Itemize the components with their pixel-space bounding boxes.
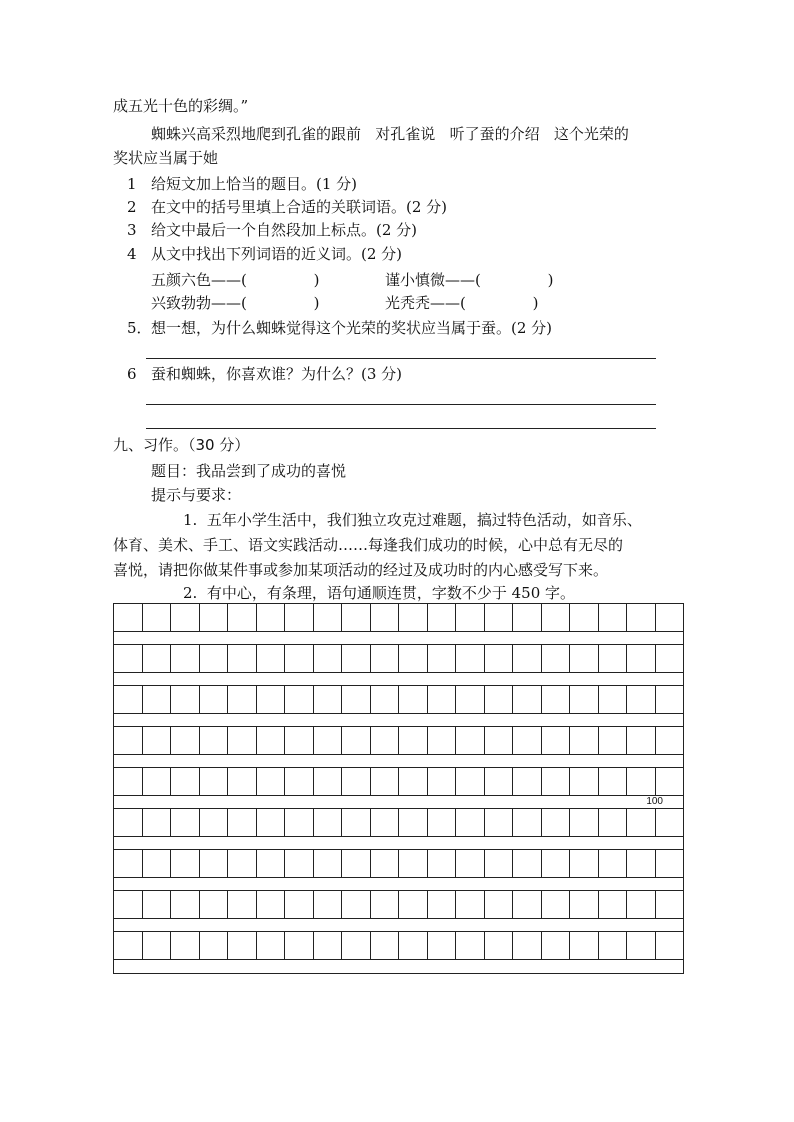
grid-cell[interactable] (542, 727, 571, 754)
grid-cell[interactable] (599, 850, 628, 877)
grid-cell[interactable] (314, 686, 343, 713)
grid-cell[interactable] (656, 604, 684, 631)
grid-cell[interactable] (627, 891, 656, 918)
passage-line: 蜘蛛兴高采烈地爬到孔雀的跟前 对孔雀说 听了蚕的介绍 这个光荣的 (151, 125, 629, 143)
requirements-label: 提示与要求： (151, 486, 242, 504)
grid-cell[interactable] (542, 891, 571, 918)
grid-cell[interactable] (428, 809, 457, 836)
grid-cell[interactable] (257, 768, 286, 795)
grid-cell[interactable] (200, 932, 229, 959)
grid-cell[interactable] (599, 604, 628, 631)
grid-cell[interactable] (114, 809, 143, 836)
grid-cell[interactable] (257, 891, 286, 918)
grid-cell[interactable] (456, 727, 485, 754)
question-text: 蚕和蜘蛛，你喜欢谁？为什么？(3 分) (151, 365, 403, 383)
grid-cell[interactable] (371, 768, 400, 795)
grid-gap (114, 919, 683, 932)
grid-cell[interactable] (114, 604, 143, 631)
grid-cell[interactable] (627, 809, 656, 836)
answer-line[interactable] (146, 358, 656, 359)
grid-cell[interactable] (428, 604, 457, 631)
grid-cell[interactable] (371, 686, 400, 713)
grid-cell[interactable] (228, 809, 257, 836)
grid-gap (114, 673, 683, 686)
grid-cell[interactable] (371, 604, 400, 631)
grid-cell[interactable] (542, 850, 571, 877)
grid-cell[interactable] (513, 604, 542, 631)
grid-cell[interactable] (228, 850, 257, 877)
grid-cell[interactable] (114, 727, 143, 754)
grid-cell[interactable] (570, 686, 599, 713)
grid-cell[interactable] (285, 809, 314, 836)
grid-cell[interactable] (428, 932, 457, 959)
grid-cell[interactable] (314, 891, 343, 918)
composition-topic: 题目：我品尝到了成功的喜悦 (151, 462, 347, 480)
grid-row (114, 686, 683, 714)
grid-cell[interactable] (285, 850, 314, 877)
grid-cell[interactable] (485, 768, 514, 795)
grid-cell[interactable] (314, 604, 343, 631)
grid-cell[interactable] (171, 727, 200, 754)
grid-cell[interactable] (513, 727, 542, 754)
grid-cell[interactable] (428, 850, 457, 877)
grid-cell[interactable] (171, 645, 200, 672)
grid-cell[interactable] (570, 932, 599, 959)
grid-row (114, 850, 683, 878)
grid-cell[interactable] (656, 686, 684, 713)
grid-cell[interactable] (570, 645, 599, 672)
grid-cell[interactable] (342, 604, 371, 631)
answer-line[interactable] (146, 404, 656, 405)
question-number: 1 (127, 175, 137, 193)
grid-cell[interactable] (399, 850, 428, 877)
grid-cell[interactable] (171, 809, 200, 836)
grid-cell[interactable] (371, 850, 400, 877)
grid-cell[interactable] (627, 686, 656, 713)
grid-cell[interactable] (257, 604, 286, 631)
grid-cell[interactable] (171, 604, 200, 631)
grid-cell[interactable] (228, 727, 257, 754)
grid-cell[interactable] (371, 891, 400, 918)
grid-cell[interactable] (399, 645, 428, 672)
grid-cell[interactable] (485, 932, 514, 959)
grid-cell[interactable] (314, 850, 343, 877)
grid-cell[interactable] (456, 809, 485, 836)
grid-cell[interactable] (542, 768, 571, 795)
grid-row (114, 727, 683, 755)
grid-cell[interactable] (456, 768, 485, 795)
grid-cell[interactable] (200, 686, 229, 713)
question-text: 从文中找出下列词语的近义词。(2 分) (151, 245, 403, 263)
grid-cell[interactable] (285, 891, 314, 918)
passage-line: 奖状应当属于她 (113, 149, 219, 167)
grid-gap (114, 755, 683, 768)
grid-cell[interactable] (485, 686, 514, 713)
grid-cell[interactable] (542, 604, 571, 631)
grid-cell[interactable] (656, 932, 684, 959)
grid-cell[interactable] (228, 645, 257, 672)
grid-cell[interactable] (257, 850, 286, 877)
grid-cell[interactable] (399, 727, 428, 754)
grid-cell[interactable] (570, 768, 599, 795)
grid-cell[interactable] (428, 891, 457, 918)
grid-cell[interactable] (485, 727, 514, 754)
question-number: 2 (127, 198, 137, 216)
grid-cell[interactable] (314, 727, 343, 754)
grid-cell[interactable] (342, 932, 371, 959)
grid-row (114, 809, 683, 837)
question-number: 3 (127, 221, 137, 239)
grid-row (114, 604, 683, 632)
grid-cell[interactable] (314, 809, 343, 836)
grid-cell[interactable] (428, 686, 457, 713)
writing-grid[interactable] (113, 603, 684, 974)
grid-cell[interactable] (342, 850, 371, 877)
grid-row (114, 932, 683, 960)
grid-cell[interactable] (570, 891, 599, 918)
grid-cell[interactable] (171, 686, 200, 713)
grid-cell[interactable] (485, 891, 514, 918)
grid-cell[interactable] (599, 686, 628, 713)
grid-cell[interactable] (542, 645, 571, 672)
grid-cell[interactable] (114, 932, 143, 959)
requirement-text: 2. 有中心，有条理，语句通顺连贯，字数不少于 450 字。 (183, 584, 576, 602)
grid-cell[interactable] (399, 768, 428, 795)
grid-cell[interactable] (627, 727, 656, 754)
grid-cell[interactable] (570, 850, 599, 877)
grid-cell[interactable] (143, 645, 172, 672)
grid-cell[interactable] (114, 850, 143, 877)
grid-cell[interactable] (513, 932, 542, 959)
grid-cell[interactable] (627, 768, 656, 795)
grid-cell[interactable] (257, 645, 286, 672)
grid-cell[interactable] (485, 850, 514, 877)
grid-row (114, 891, 683, 919)
grid-cell[interactable] (513, 809, 542, 836)
grid-cell[interactable] (627, 604, 656, 631)
question-text: 想一想，为什么蜘蛛觉得这个光荣的奖状应当属于蚕。(2 分) (151, 319, 553, 337)
grid-cell[interactable] (143, 809, 172, 836)
grid-cell[interactable] (570, 727, 599, 754)
grid-cell[interactable] (228, 932, 257, 959)
grid-cell[interactable] (428, 727, 457, 754)
grid-cell[interactable] (257, 686, 286, 713)
synonym-blank[interactable]: 谨小慎微——( ) (385, 271, 554, 289)
grid-cell[interactable] (143, 727, 172, 754)
grid-cell[interactable] (627, 932, 656, 959)
grid-cell[interactable] (627, 850, 656, 877)
grid-cell[interactable] (656, 809, 684, 836)
grid-cell[interactable] (114, 768, 143, 795)
grid-cell[interactable] (428, 645, 457, 672)
grid-cell[interactable] (257, 809, 286, 836)
grid-cell[interactable] (143, 850, 172, 877)
passage-line: 成五光十色的彩绸。” (113, 97, 249, 115)
grid-cell[interactable] (371, 645, 400, 672)
grid-cell[interactable] (399, 604, 428, 631)
grid-cell[interactable] (285, 645, 314, 672)
grid-cell[interactable] (599, 891, 628, 918)
grid-cell[interactable] (342, 768, 371, 795)
grid-cell[interactable] (143, 932, 172, 959)
grid-cell[interactable] (513, 850, 542, 877)
grid-gap (114, 714, 683, 727)
grid-cell[interactable] (342, 686, 371, 713)
synonym-blank[interactable]: 五颜六色——( ) (151, 271, 320, 289)
grid-cell[interactable] (171, 932, 200, 959)
grid-cell[interactable] (513, 891, 542, 918)
grid-cell[interactable] (542, 932, 571, 959)
grid-cell[interactable] (399, 932, 428, 959)
grid-cell[interactable] (371, 809, 400, 836)
grid-cell[interactable] (342, 645, 371, 672)
grid-cell[interactable] (456, 932, 485, 959)
grid-cell[interactable] (200, 604, 229, 631)
grid-gap (114, 960, 683, 973)
synonym-blank[interactable]: 光秃秃——( ) (385, 294, 539, 312)
grid-cell[interactable] (228, 891, 257, 918)
answer-line[interactable] (146, 428, 656, 429)
question-number: 4 (127, 245, 137, 263)
requirement-text: 喜悦，请把你做某件事或参加某项活动的经过及成功时的内心感受写下来。 (113, 561, 609, 579)
grid-cell[interactable] (599, 932, 628, 959)
grid-cell[interactable] (399, 686, 428, 713)
grid-cell[interactable] (200, 768, 229, 795)
grid-cell[interactable] (228, 686, 257, 713)
grid-cell[interactable] (513, 645, 542, 672)
grid-cell[interactable] (513, 768, 542, 795)
grid-cell[interactable] (371, 932, 400, 959)
grid-cell[interactable] (656, 768, 684, 795)
question-text: 在文中的括号里填上合适的关联词语。(2 分) (151, 198, 448, 216)
grid-cell[interactable] (399, 809, 428, 836)
grid-cell[interactable] (143, 768, 172, 795)
grid-cell[interactable] (314, 645, 343, 672)
grid-cell[interactable] (371, 727, 400, 754)
grid-cell[interactable] (200, 850, 229, 877)
grid-cell[interactable] (656, 850, 684, 877)
grid-gap (114, 796, 683, 809)
grid-cell[interactable] (513, 686, 542, 713)
grid-cell[interactable] (456, 891, 485, 918)
grid-cell[interactable] (257, 932, 286, 959)
grid-cell[interactable] (285, 686, 314, 713)
grid-cell[interactable] (627, 645, 656, 672)
question-number: 6 (127, 365, 137, 383)
grid-cell[interactable] (599, 645, 628, 672)
grid-cell[interactable] (314, 768, 343, 795)
grid-cell[interactable] (285, 768, 314, 795)
grid-cell[interactable] (428, 768, 457, 795)
grid-gap (114, 632, 683, 645)
grid-cell[interactable] (200, 645, 229, 672)
grid-cell[interactable] (285, 604, 314, 631)
grid-cell[interactable] (314, 932, 343, 959)
grid-cell[interactable] (599, 768, 628, 795)
grid-cell[interactable] (570, 809, 599, 836)
grid-cell[interactable] (656, 727, 684, 754)
requirement-text: 1. 五年小学生活中，我们独立攻克过难题，搞过特色活动，如音乐、 (183, 511, 642, 529)
grid-cell[interactable] (143, 686, 172, 713)
grid-cell[interactable] (171, 768, 200, 795)
section-heading: 九、习作。（30 分） (113, 436, 250, 454)
grid-cell[interactable] (656, 645, 684, 672)
grid-cell[interactable] (399, 891, 428, 918)
requirement-text: 体育、美术、手工、语文实践活动……每逢我们成功的时候，心中总有无尽的 (113, 536, 624, 554)
grid-row (114, 645, 683, 673)
grid-cell[interactable] (456, 850, 485, 877)
grid-cell[interactable] (257, 727, 286, 754)
grid-cell[interactable] (285, 932, 314, 959)
question-text: 给短文加上恰当的题目。(1 分) (151, 175, 358, 193)
grid-gap (114, 837, 683, 850)
grid-cell[interactable] (456, 604, 485, 631)
grid-cell[interactable] (485, 604, 514, 631)
word-count-mark: 100 (646, 796, 663, 807)
grid-row (114, 768, 683, 796)
grid-cell[interactable] (599, 727, 628, 754)
grid-cell[interactable] (228, 604, 257, 631)
grid-cell[interactable] (143, 891, 172, 918)
grid-cell[interactable] (114, 891, 143, 918)
synonym-blank[interactable]: 兴致勃勃——( ) (151, 294, 320, 312)
grid-cell[interactable] (200, 727, 229, 754)
grid-cell[interactable] (485, 809, 514, 836)
question-number: 5． (127, 319, 152, 337)
grid-cell[interactable] (342, 809, 371, 836)
grid-cell[interactable] (456, 645, 485, 672)
grid-cell[interactable] (171, 891, 200, 918)
grid-cell[interactable] (143, 604, 172, 631)
grid-cell[interactable] (542, 809, 571, 836)
grid-cell[interactable] (656, 891, 684, 918)
grid-cell[interactable] (342, 727, 371, 754)
grid-cell[interactable] (342, 891, 371, 918)
grid-cell[interactable] (228, 768, 257, 795)
grid-cell[interactable] (114, 645, 143, 672)
grid-cell[interactable] (570, 604, 599, 631)
grid-cell[interactable] (285, 727, 314, 754)
grid-cell[interactable] (171, 850, 200, 877)
grid-cell[interactable] (200, 891, 229, 918)
grid-cell[interactable] (114, 686, 143, 713)
question-text: 给文中最后一个自然段加上标点。(2 分) (151, 221, 418, 239)
grid-gap (114, 878, 683, 891)
grid-cell[interactable] (542, 686, 571, 713)
grid-cell[interactable] (599, 809, 628, 836)
grid-cell[interactable] (456, 686, 485, 713)
grid-cell[interactable] (200, 809, 229, 836)
grid-cell[interactable] (485, 645, 514, 672)
